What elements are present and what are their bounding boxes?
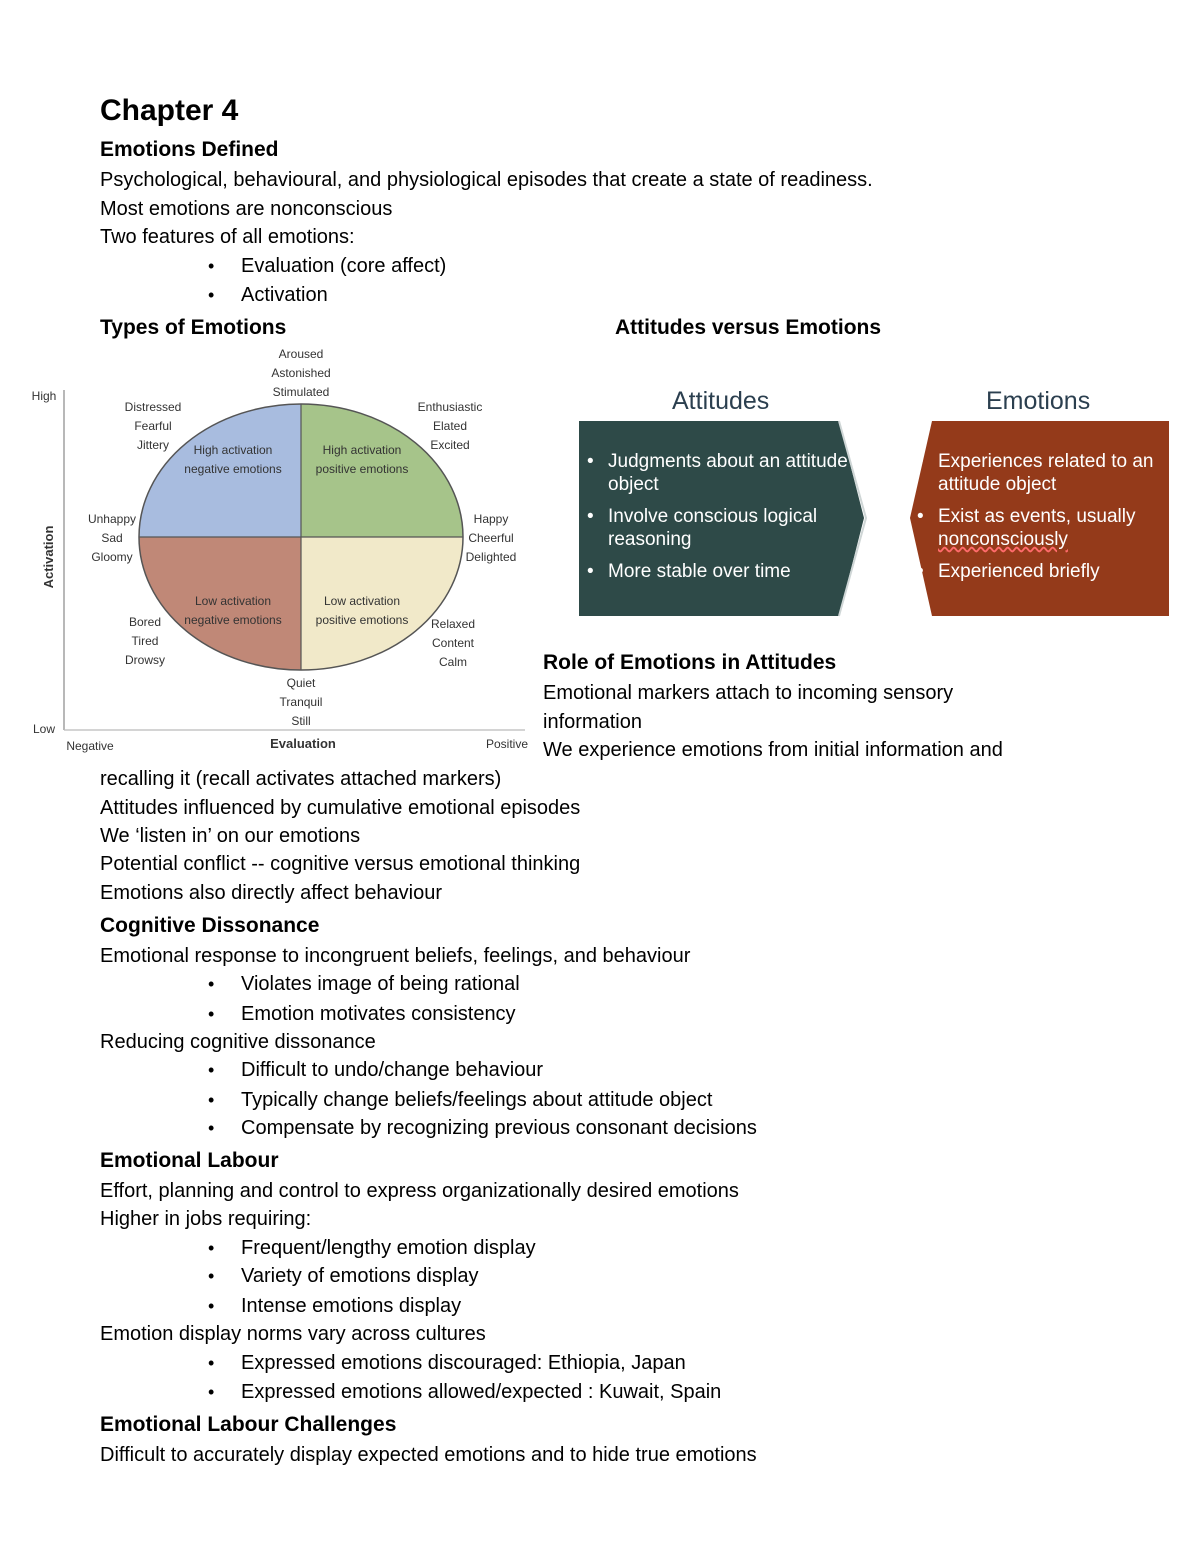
emotion-word: Excited (430, 438, 470, 452)
emotion-word: Still (291, 714, 311, 728)
paragraph-line: Emotional markers attach to incoming sensory (543, 682, 954, 704)
paragraph-line: Emotional response to incongruent beliefs, feelings, and behaviour (100, 945, 691, 967)
emotion-word: Happy (473, 512, 509, 526)
paragraph-line: Difficult to accurately display expected emotions and to hide true emotions (100, 1444, 757, 1466)
bullet-dot: • (208, 1118, 215, 1138)
emotion-word: Content (431, 636, 475, 650)
paragraph-line: Emotion display norms vary across cultures (100, 1323, 486, 1345)
heading-types-of-emotions: Types of Emotions (100, 316, 287, 339)
emotion-word: Quiet (286, 676, 316, 690)
axis-low-label: Low (32, 722, 56, 736)
paragraph-line: Psychological, behavioural, and physiological episodes that create a state of readiness. (100, 169, 873, 191)
heading-emotions-defined: Emotions Defined (100, 138, 279, 161)
paragraph-line: Potential conflict -- cognitive versus emotional thinking (100, 853, 581, 875)
paragraph-line: Most emotions are nonconscious (100, 198, 393, 220)
paragraph-line: Reducing cognitive dissonance (100, 1031, 376, 1053)
bullet-dot: • (208, 1238, 215, 1258)
bullet-item: • Emotion motivates consistency (241, 1000, 516, 1028)
quadrant-label: positive emotions (315, 613, 409, 627)
bullet-dot: • (208, 1382, 215, 1402)
bullet-item: • Typically change beliefs/feelings about attitude object (241, 1086, 712, 1114)
axis-positive-label: Positive (485, 737, 529, 751)
paragraph-line: Effort, planning and control to express organizationally desired emotions (100, 1180, 739, 1202)
paragraph-line: Emotions also directly affect behaviour (100, 882, 443, 904)
emotion-word: Unhappy (87, 512, 137, 526)
emotion-word: Drowsy (124, 653, 166, 667)
quadrant-label: High activation (322, 443, 402, 457)
emotions-list-item: • Experiences related to an attitude object (917, 451, 1154, 495)
bullet-dot: • (208, 1090, 215, 1110)
emotions-list-item: • Exist as events, usually nonconsciously (917, 506, 1136, 550)
bullet-item: • Violates image of being rational (241, 970, 520, 998)
emotion-word: Tranquil (279, 695, 323, 709)
emotion-word: Aroused (278, 347, 324, 361)
quadrant-label: negative emotions (184, 462, 282, 476)
x-axis-title: Evaluation (270, 736, 336, 751)
emotion-word: Fearful (134, 419, 172, 433)
paragraph-line: information (543, 711, 642, 733)
axis-negative-label: Negative (66, 739, 114, 753)
heading-attitudes-vs-emotions: Attitudes versus Emotions (615, 316, 882, 339)
bullet-dot: • (208, 1266, 215, 1286)
emotion-word: Enthusiastic (417, 400, 483, 414)
attitudes-list-item: • More stable over time (587, 561, 791, 582)
emotion-word: Bored (128, 615, 162, 629)
bullet-dot: • (208, 1353, 215, 1373)
emotion-word: Cheerful (468, 531, 514, 545)
emotion-word: Elated (432, 419, 468, 433)
emotions-list (913, 450, 1168, 592)
paragraph-line: recalling it (recall activates attached markers) (100, 768, 502, 790)
emotion-word: Gloomy (91, 550, 133, 564)
bullet-item: • Expressed emotions allowed/expected : Kuwait, Spain (241, 1378, 721, 1406)
attitudes-list (583, 450, 853, 592)
axis-high-label: High (31, 389, 57, 403)
bullet-item: • Activation (241, 281, 328, 309)
attitudes-list-item: • Involve conscious logical reasoning (587, 506, 818, 550)
emotion-word: Stimulated (272, 385, 330, 399)
bullet-item: • Compensate by recognizing previous consonant decisions (241, 1114, 757, 1142)
emotion-word: Sad (101, 531, 123, 545)
attitudes-panel-title: Attitudes (672, 387, 770, 415)
emotions-panel-title: Emotions (986, 387, 1091, 415)
bullet-item: • Evaluation (core affect) (241, 252, 446, 280)
paragraph-line: Higher in jobs requiring: (100, 1208, 312, 1230)
emotion-word: Tired (131, 634, 159, 648)
heading-emotional-labour-challenges: Emotional Labour Challenges (100, 1413, 397, 1436)
emotion-word: Distressed (124, 400, 182, 414)
misspelling-underlined-word: nonconsciously (938, 529, 1068, 550)
bullet-dot: • (208, 1296, 215, 1316)
emotion-word: Jittery (136, 438, 170, 452)
bullet-dot: • (208, 256, 215, 276)
bullet-item: • Expressed emotions discouraged: Ethiopia, Japan (241, 1349, 686, 1377)
paragraph-line: We experience emotions from initial information and (543, 739, 1003, 761)
quadrant-label: positive emotions (315, 462, 409, 476)
heading-emotional-labour: Emotional Labour (100, 1149, 279, 1172)
y-axis-title: Activation (41, 525, 56, 589)
paragraph-line: We ‘listen in’ on our emotions (100, 825, 361, 847)
emotion-word: Delighted (465, 550, 517, 564)
bullet-item: • Frequent/lengthy emotion display (241, 1234, 536, 1262)
bullet-dot: • (208, 1060, 215, 1080)
bullet-item: • Variety of emotions display (241, 1262, 479, 1290)
emotion-circumplex-diagram (20, 345, 535, 760)
paragraph-line: Attitudes influenced by cumulative emotional episodes (100, 797, 581, 819)
quadrant-label: Low activation (194, 594, 272, 608)
bullet-dot: • (208, 974, 215, 994)
quadrant-label: Low activation (323, 594, 401, 608)
emotion-word: Relaxed (430, 617, 476, 631)
bullet-dot: • (208, 1004, 215, 1024)
emotions-list-item: • Experienced briefly (917, 561, 1100, 582)
heading-role-of-emotions: Role of Emotions in Attitudes (543, 651, 837, 674)
emotion-word: Calm (438, 655, 468, 669)
bullet-item: • Difficult to undo/change behaviour (241, 1056, 543, 1084)
quadrant-label: negative emotions (184, 613, 282, 627)
emotion-word: Astonished (271, 366, 331, 380)
page-title: Chapter 4 (100, 94, 239, 127)
bullet-item: • Intense emotions display (241, 1292, 461, 1320)
bullet-dot: • (208, 285, 215, 305)
paragraph-line: Two features of all emotions: (100, 226, 355, 248)
attitudes-list-item: • Judgments about an attitude object (587, 451, 848, 495)
heading-cognitive-dissonance: Cognitive Dissonance (100, 914, 320, 937)
quadrant-label: High activation (193, 443, 273, 457)
